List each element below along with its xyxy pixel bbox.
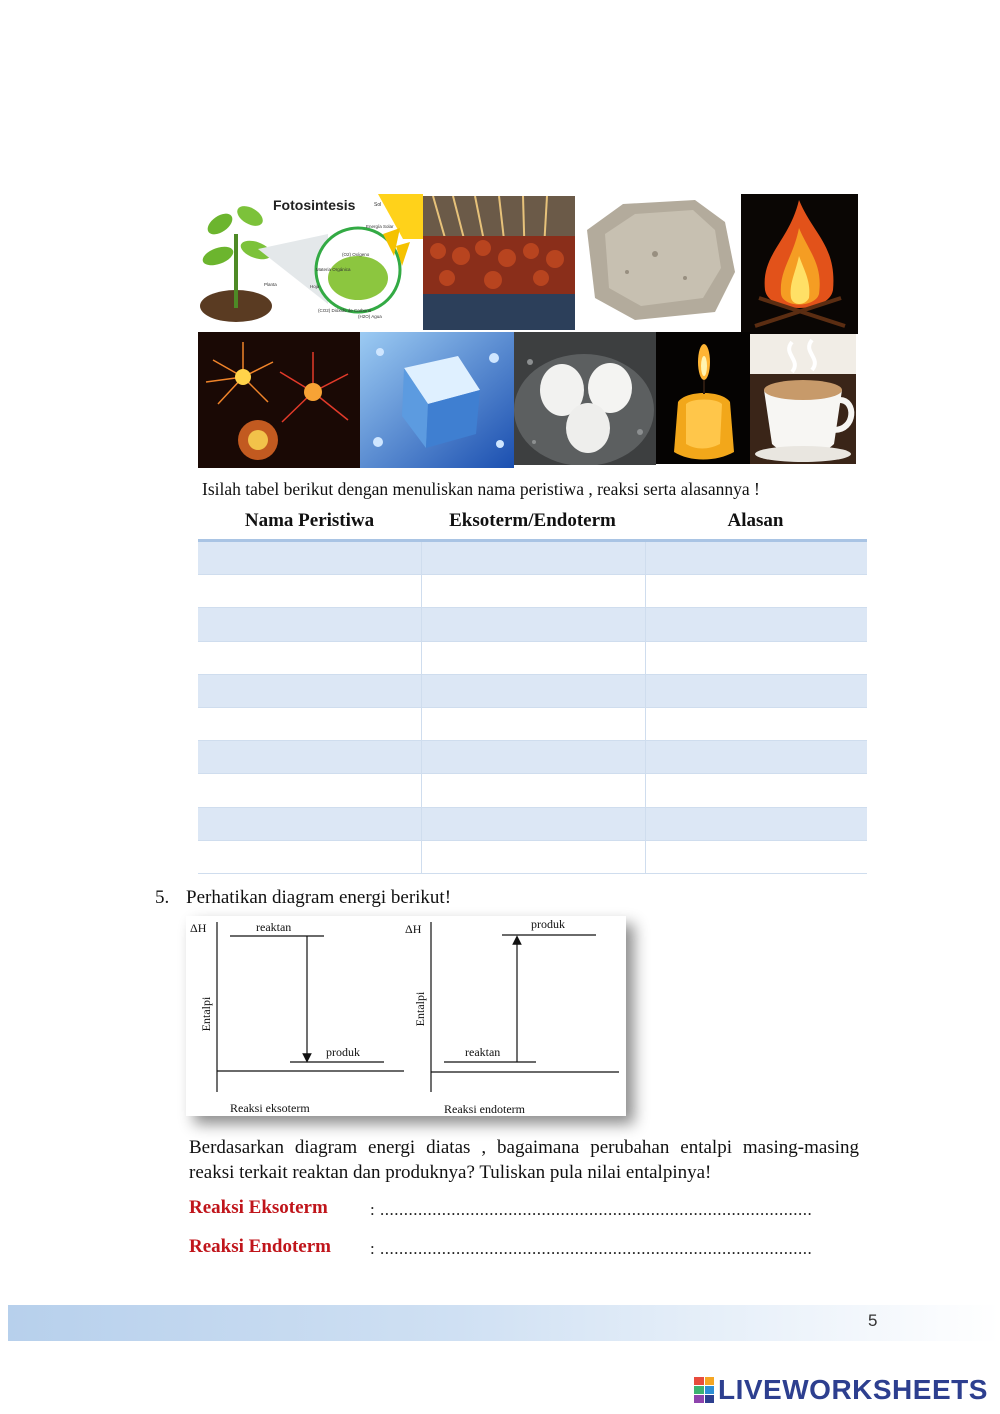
exo-product-label: produk — [326, 1045, 360, 1059]
cell-eksoterm-endoterm[interactable] — [422, 841, 646, 873]
cell-eksoterm-endoterm[interactable] — [422, 774, 646, 806]
cell-nama-peristiwa[interactable] — [198, 808, 422, 840]
exothermic-diagram — [190, 920, 404, 1115]
endothermic-diagram — [405, 917, 619, 1116]
cell-alasan[interactable] — [646, 741, 869, 773]
cell-nama-peristiwa[interactable] — [198, 841, 422, 873]
table-row — [198, 741, 867, 774]
rock-image — [575, 194, 741, 330]
cell-nama-peristiwa[interactable] — [198, 708, 422, 740]
bonfire-image — [741, 194, 858, 334]
liveworksheets-brand — [694, 1374, 988, 1406]
question-prompt: Perhatikan diagram energi berikut! — [186, 887, 452, 908]
cell-alasan[interactable] — [646, 774, 869, 806]
column-header-nama-peristiwa: Nama Peristiwa — [244, 510, 375, 531]
cell-eksoterm-endoterm[interactable] — [422, 708, 646, 740]
table-row — [198, 642, 867, 675]
cell-nama-peristiwa[interactable] — [198, 642, 422, 674]
cell-alasan[interactable] — [646, 675, 869, 707]
fireworks-image — [198, 332, 360, 468]
endo-delta-h-label: ΔH — [405, 922, 422, 936]
answer-table — [198, 539, 867, 874]
brand-name: LIVEWORKSHEETS — [718, 1374, 988, 1405]
photosynthesis-title: Fotosintesis — [273, 197, 356, 213]
cell-alasan[interactable] — [646, 608, 869, 640]
cell-alasan[interactable] — [646, 708, 869, 740]
table-row — [198, 542, 867, 575]
exo-caption: Reaksi eksoterm — [230, 1101, 310, 1115]
energy-diagrams — [186, 916, 626, 1116]
svg-text:(H2O) Agua: (H2O) Agua — [358, 314, 382, 319]
satay-image — [423, 196, 575, 330]
svg-text:(O2) Oxígeno: (O2) Oxígeno — [342, 252, 370, 257]
cell-nama-peristiwa[interactable] — [198, 774, 422, 806]
cell-eksoterm-endoterm[interactable] — [422, 808, 646, 840]
boiled-eggs-image — [514, 332, 656, 465]
page-number: 5 — [868, 1311, 878, 1330]
cell-alasan[interactable] — [646, 575, 869, 607]
hot-coffee-image — [750, 334, 856, 464]
svg-text:Energía Solar: Energía Solar — [366, 224, 394, 229]
table-row — [198, 808, 867, 841]
cell-eksoterm-endoterm[interactable] — [422, 608, 646, 640]
answer-blank-eksoterm[interactable]: : ........................................................................................... — [370, 1200, 813, 1219]
endo-caption: Reaksi endoterm — [444, 1102, 525, 1116]
cell-nama-peristiwa[interactable] — [198, 675, 422, 707]
exo-reactant-label: reaktan — [256, 920, 292, 934]
endo-reactant-label: reaktan — [465, 1045, 501, 1059]
table-row — [198, 608, 867, 641]
table-row — [198, 841, 867, 874]
photosynthesis-image — [198, 194, 423, 330]
cell-eksoterm-endoterm[interactable] — [422, 741, 646, 773]
candle-image — [656, 332, 750, 464]
svg-text:(CO2) Dióxido de Carbono: (CO2) Dióxido de Carbono — [318, 308, 372, 313]
liveworksheets-logo-icon — [694, 1377, 714, 1403]
table-row — [198, 575, 867, 608]
column-header-eksoterm-endoterm: Eksoterm/Endoterm — [449, 510, 616, 531]
answer-blank-endoterm[interactable]: : ........................................................................................... — [370, 1239, 813, 1258]
cell-nama-peristiwa[interactable] — [198, 608, 422, 640]
answer-label-eksoterm: Reaksi Eksoterm — [189, 1197, 328, 1218]
cell-eksoterm-endoterm[interactable] — [422, 675, 646, 707]
exo-y-axis-label: Entalpi — [199, 996, 213, 1032]
footer-band — [8, 1305, 1000, 1341]
cell-alasan[interactable] — [646, 808, 869, 840]
endo-y-axis-label: Entalpi — [413, 991, 427, 1027]
question-paragraph: Berdasarkan diagram energi diatas , bagaimana perubahan entalpi masing-masing reaksi terkait reaktan dan produknya? Tuliskan pula nilai entalpinya! — [189, 1137, 859, 1183]
cell-eksoterm-endoterm[interactable] — [422, 575, 646, 607]
cell-alasan[interactable] — [646, 841, 869, 873]
svg-text:Sol: Sol — [374, 202, 382, 208]
table-instruction: Isilah tabel berikut dengan menuliskan nama peristiwa , reaksi serta alasannya ! — [202, 479, 760, 499]
cell-nama-peristiwa[interactable] — [198, 542, 422, 574]
table-row — [198, 675, 867, 708]
cell-eksoterm-endoterm[interactable] — [422, 542, 646, 574]
ice-cube-image — [360, 332, 514, 468]
exo-delta-h-label: ΔH — [190, 921, 207, 935]
svg-text:Materia Orgánica: Materia Orgánica — [316, 267, 351, 272]
cell-alasan[interactable] — [646, 542, 869, 574]
question-number: 5. — [155, 887, 170, 908]
answer-label-endoterm: Reaksi Endoterm — [189, 1236, 331, 1257]
table-row — [198, 708, 867, 741]
svg-text:Hoja: Hoja — [310, 284, 320, 289]
cell-nama-peristiwa[interactable] — [198, 575, 422, 607]
svg-text:Planta: Planta — [264, 282, 277, 287]
endo-product-label: produk — [531, 917, 565, 931]
cell-alasan[interactable] — [646, 642, 869, 674]
table-row — [198, 774, 867, 807]
cell-eksoterm-endoterm[interactable] — [422, 642, 646, 674]
cell-nama-peristiwa[interactable] — [198, 741, 422, 773]
column-header-alasan: Alasan — [727, 510, 784, 531]
